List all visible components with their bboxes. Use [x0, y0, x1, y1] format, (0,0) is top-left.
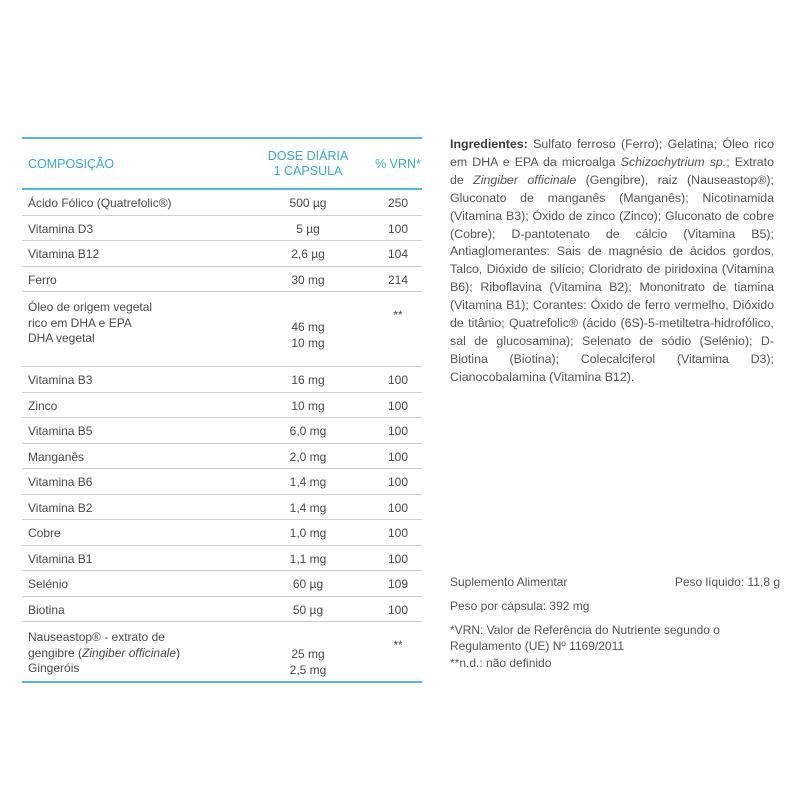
nutrient-name	[28, 300, 152, 347]
nutrient-dose: 2,0 mg	[289, 449, 327, 464]
table-row	[22, 267, 422, 293]
ingredients-italic: Zingiber officinale	[473, 172, 577, 187]
header-dose-line1: DOSE DIÁRIA	[267, 149, 349, 163]
nutrient-dose: 2,6 µg	[291, 247, 325, 261]
table-row-dha	[22, 292, 422, 367]
nutrient-dose	[252, 320, 364, 351]
nutrient-vrn: 100	[387, 373, 409, 387]
table-row	[22, 520, 422, 546]
nutrient-vrn: 100	[387, 475, 409, 489]
ingredients-part: (Gengibre), raiz (Nauseastop®); Gluconato de manganês (Manganês); Nicotinamida (Vitamina B3); Óxido de zinco (Zinco); Gluconato de cobre (Cobre); D-pantotenato de cálcio (Vitamina B5); Antiaglomerantes: Sais de magnésio de ácidos gordos, Talco, Dióxido de silício; Cloridrato de piridoxina (Vitamina B6); Riboflavina (Vitamina B2); Mononitrato de tiamina (Vitamina B1); Corantes: Óxido de ferro vermelho, Dióxido de titânio; Quatrefolic® (ácido (6S)-5-metiltetra-hidrofólico, sal de glucosamina); Selenato de sódio (Selénio); D-Biotina (Biotina); Colecalciferol (Vitamina D3); Cianocobalamina (Vitamina B12).	[450, 172, 774, 384]
nutrient-dose: 30 mg	[291, 272, 325, 287]
nutrient-name-part: )	[176, 645, 181, 660]
nutrient-name-line: DHA vegetal	[28, 331, 95, 345]
nutrient-vrn: 100	[387, 551, 409, 566]
nutrient-dose: 60 µg	[292, 577, 324, 591]
nutrient-vrn: 250	[387, 196, 409, 210]
nutrient-vrn: 100	[387, 449, 409, 464]
table-row-nauseastop	[22, 622, 422, 683]
nutrient-dose-line: 46 mg	[291, 320, 325, 334]
nutrient-name-line: Nauseastop® - extrato de	[28, 630, 165, 644]
ingredients-part: Sulfato ferroso (Ferro); Gelatina; Óleo rico em DHA e EPA da microalga	[450, 137, 774, 169]
nutrient-vrn: 109	[387, 577, 409, 591]
header-composicao: COMPOSIÇÃO	[28, 157, 115, 171]
nutrient-name-part: gengibre (	[28, 645, 83, 660]
nd-note: **n.d.: não definido	[450, 656, 552, 670]
nutrient-name	[28, 630, 180, 677]
table-row	[22, 216, 422, 242]
nutrient-dose: 1,4 mg	[289, 475, 327, 489]
nutrient-name: Zinco	[28, 398, 58, 413]
ingredients-italic: Schizochytrium sp.	[620, 154, 727, 169]
nutrient-name: Ferro	[28, 272, 57, 287]
nutrient-dose: 16 mg	[291, 373, 325, 387]
table-row	[22, 495, 422, 521]
header-vrn: % VRN*	[375, 157, 421, 171]
nutrient-vrn: 100	[387, 424, 409, 438]
nutrient-name-line: rico em DHA e EPA	[28, 315, 132, 330]
nutrient-dose: 50 µg	[292, 602, 324, 617]
nutrient-vrn: 100	[387, 398, 409, 413]
nutrient-vrn: 100	[387, 221, 409, 236]
capsule-weight: Peso por cápsula: 392 mg	[450, 599, 590, 613]
nutrient-name-line	[28, 646, 180, 660]
nutrient-dose: 5 µg	[296, 221, 320, 236]
nutrient-vrn: 100	[387, 602, 409, 617]
table-row	[22, 444, 422, 470]
nutrient-name: Vitamina B2	[28, 500, 93, 515]
ingredients-label: Ingredientes:	[450, 137, 528, 151]
nutrient-name: Cobre	[28, 526, 61, 540]
nutrient-dose	[252, 647, 364, 678]
nutrient-vrn: **	[393, 638, 403, 652]
table-row	[22, 597, 422, 623]
nutrient-vrn: **	[393, 308, 403, 322]
ingredients-text	[450, 136, 774, 387]
nutrient-name: Vitamina B1	[28, 551, 93, 566]
nutrient-name: Vitamina D3	[28, 221, 94, 236]
nutrient-vrn: 100	[387, 500, 409, 515]
nutrient-name: Ácido Fólico (Quatrefolic®)	[28, 196, 172, 210]
nutrient-vrn: 104	[387, 247, 409, 261]
nutrient-dose: 1,1 mg	[289, 551, 327, 566]
table-row	[22, 190, 422, 216]
nutrient-dose: 1,0 mg	[289, 526, 327, 540]
header-dose-line2: 1 CÁPSULA	[273, 164, 343, 178]
table-row	[22, 546, 422, 572]
nutrient-name-line: Óleo de origem vegetal	[28, 300, 153, 314]
nutrient-name-line: Gingeróis	[28, 661, 80, 675]
table-row	[22, 393, 422, 419]
table-row	[22, 571, 422, 597]
nutrient-name: Manganês	[28, 449, 85, 464]
nutrient-dose-line: 10 mg	[291, 335, 325, 350]
supplement-label: Suplemento Alimentar	[450, 575, 568, 589]
table-row	[22, 418, 422, 444]
nutrient-name: Vitamina B3	[28, 373, 93, 387]
net-weight: Peso líquido: 11,8 g	[674, 575, 780, 589]
nutrient-dose: 1,4 mg	[289, 500, 327, 515]
nutrient-name: Vitamina B6	[28, 475, 93, 489]
vrn-note: *VRN: Valor de Referência do Nutriente segundo o Regulamento (UE) Nº 1169/2011	[450, 623, 720, 653]
nutrient-dose-line: 2,5 mg	[289, 662, 327, 677]
table-row	[22, 469, 422, 495]
nutrient-vrn: 100	[387, 526, 409, 540]
header-dose	[252, 149, 364, 179]
nutrition-table	[22, 137, 422, 683]
table-header	[22, 137, 422, 190]
nutrient-name: Selénio	[28, 577, 69, 591]
table-row	[22, 367, 422, 393]
table-row	[22, 241, 422, 267]
nutrient-vrn: 214	[387, 272, 409, 287]
ingredients-part: ; Extrato de	[450, 154, 775, 187]
nutrient-name: Vitamina B12	[28, 247, 100, 261]
nutrient-dose-line: 25 mg	[291, 647, 325, 661]
nutrient-dose: 10 mg	[291, 398, 325, 413]
nutrient-name: Biotina	[28, 602, 65, 617]
nutrient-dose: 6,0 mg	[289, 424, 327, 438]
nutrient-name-italic: Zingiber officinale	[82, 645, 177, 660]
nutrient-name: Vitamina B5	[28, 424, 93, 438]
nutrient-dose: 500 µg	[289, 196, 327, 210]
